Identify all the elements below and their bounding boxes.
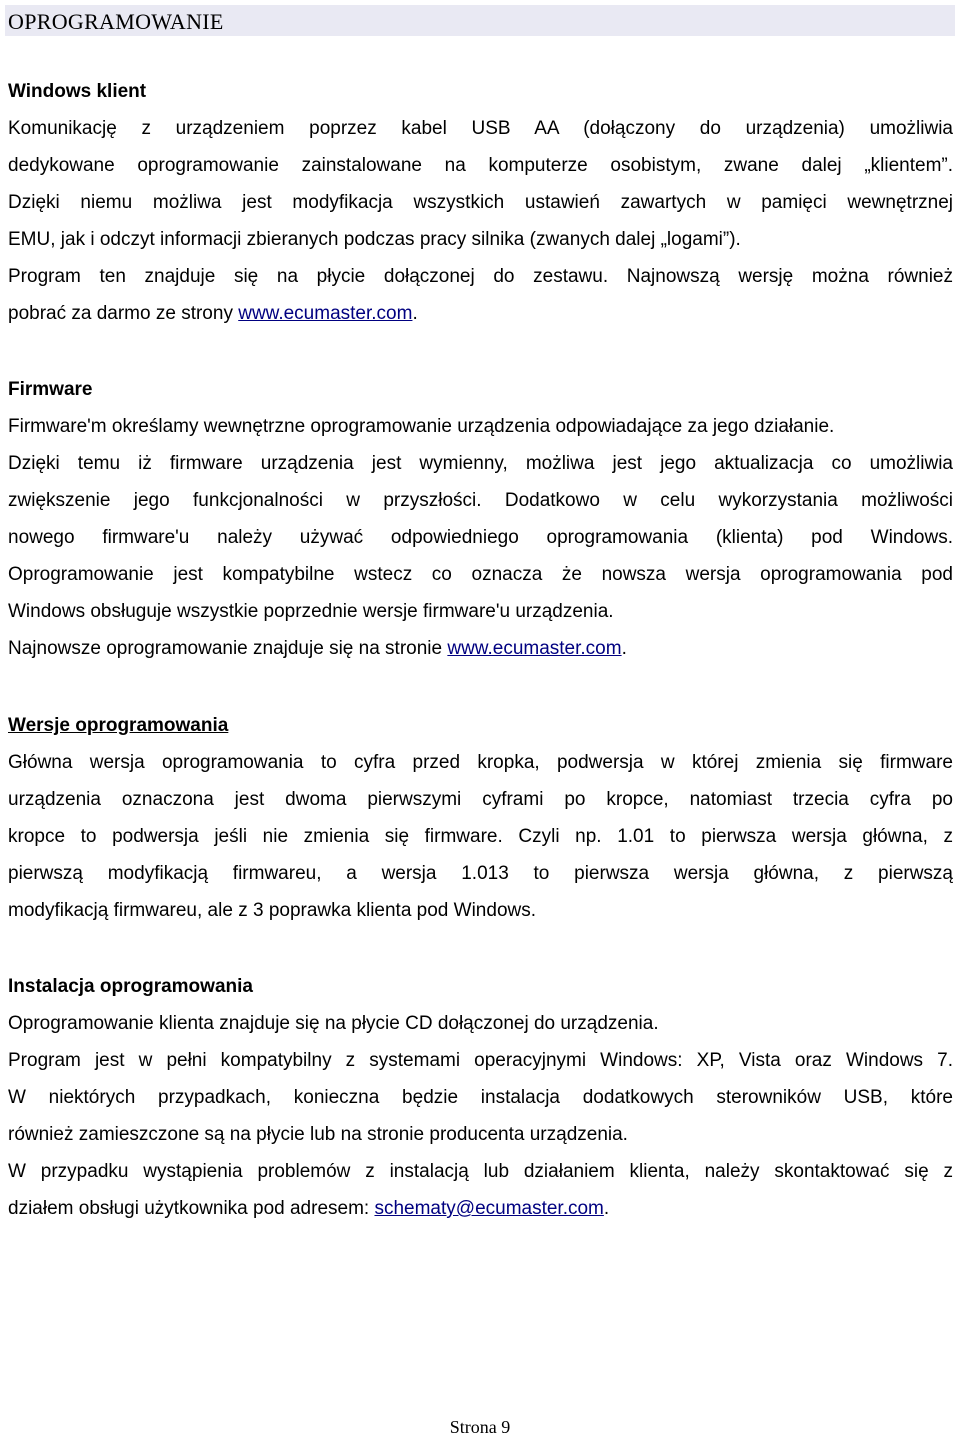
line-text: działem obsługi użytkownika pod adresem: bbox=[8, 1198, 375, 1219]
section-paragraph bbox=[8, 1005, 953, 1227]
paragraph-line: W przypadku wystąpienia problemów z instalacją lub działaniem klienta, należy skontaktować się z bbox=[8, 1161, 953, 1182]
paragraph-line: Oprogramowanie jest kompatybilne wstecz co oznacza że nowsza wersja oprogramowania pod bbox=[8, 564, 953, 585]
section-firmware bbox=[8, 371, 953, 667]
paragraph-line: kropce to podwersja jeśli nie zmienia się firmware. Czyli np. 1.01 to pierwsza wersja główna, z bbox=[8, 826, 953, 847]
paragraph-line: Dzięki niemu możliwa jest modyfikacja wszystkich ustawień zawartych w pamięci wewnętrznej bbox=[8, 192, 953, 213]
paragraph-line: dedykowane oprogramowanie zainstalowane na komputerze osobistym, zwane dalej „klientem”. bbox=[8, 155, 953, 176]
section-paragraph bbox=[8, 110, 953, 332]
line-text: Najnowsze oprogramowanie znajduje się na stronie bbox=[8, 638, 448, 659]
paragraph-line: Główna wersja oprogramowania to cyfra przed kropka, podwersja w której zmienia się firmware bbox=[8, 752, 953, 773]
paragraph-line: Dzięki temu iż firmware urządzenia jest wymienny, możliwa jest jego aktualizacja co umożliwia bbox=[8, 453, 953, 474]
section-wersje-oprogramowania bbox=[8, 707, 953, 929]
section-heading: Wersje oprogramowania bbox=[8, 715, 229, 736]
paragraph-line: pierwszą modyfikacją firmwareu, a wersja 1.013 to pierwsza wersja główna, z pierwszą bbox=[8, 863, 953, 884]
paragraph-line: Windows obsługuje wszystkie poprzednie wersje firmware'u urządzenia. bbox=[8, 601, 614, 622]
paragraph-line: urządzenia oznaczona jest dwoma pierwszymi cyframi po kropce, natomiast trzecia cyfra po bbox=[8, 789, 953, 810]
ecumaster-website-link[interactable]: www.ecumaster.com bbox=[238, 303, 413, 324]
page-number: Strona 9 bbox=[449, 1417, 511, 1437]
section-instalacja-oprogramowania bbox=[8, 968, 953, 1227]
line-text: . bbox=[621, 638, 627, 659]
section-heading: Firmware bbox=[8, 379, 93, 400]
paragraph-line: Komunikację z urządzeniem poprzez kabel USB AA (dołączony do urządzenia) umożliwia bbox=[8, 118, 953, 139]
page-header-bar bbox=[5, 5, 955, 36]
paragraph-line: Program ten znajduje się na płycie dołączonej do zestawu. Najnowszą wersję można również bbox=[8, 266, 953, 287]
paragraph-line: EMU, jak i odczyt informacji zbieranych podczas pracy silnika (zwanych dalej „logami”). bbox=[8, 229, 741, 250]
paragraph-line: zwiększenie jego funkcjonalności w przyszłości. Dodatkowo w celu wykorzystania możliwości bbox=[8, 490, 953, 511]
paragraph-line: W niektórych przypadkach, konieczna będzie instalacja dodatkowych sterowników USB, które bbox=[8, 1087, 953, 1108]
section-heading: Instalacja oprogramowania bbox=[8, 976, 253, 997]
paragraph-line-with-link bbox=[8, 630, 953, 667]
paragraph-line: Oprogramowanie klienta znajduje się na płycie CD dołączonej do urządzenia. bbox=[8, 1013, 659, 1034]
section-windows-klient bbox=[8, 73, 953, 332]
paragraph-line: również zamieszczone są na płycie lub na stronie producenta urządzenia. bbox=[8, 1124, 628, 1145]
line-text: . bbox=[412, 303, 418, 324]
ecumaster-website-link[interactable]: www.ecumaster.com bbox=[447, 638, 622, 659]
paragraph-line-with-link bbox=[8, 295, 953, 332]
section-heading: Windows klient bbox=[8, 81, 147, 102]
section-paragraph bbox=[8, 408, 953, 667]
paragraph-line-with-link bbox=[8, 1190, 953, 1227]
paragraph-line: Program jest w pełni kompatybilny z systemami operacyjnymi Windows: XP, Vista oraz Windows 7. bbox=[8, 1050, 953, 1071]
page-title: OPROGRAMOWANIE bbox=[8, 9, 224, 34]
line-text: . bbox=[603, 1198, 610, 1219]
paragraph-line: modyfikacją firmwareu, ale z 3 poprawka klienta pod Windows. bbox=[8, 900, 537, 921]
line-text: pobrać za darmo ze strony bbox=[8, 303, 239, 324]
support-email-link[interactable]: schematy@ecumaster.com bbox=[374, 1198, 604, 1219]
paragraph-line: Firmware'm określamy wewnętrzne oprogramowanie urządzenia odpowiadające za jego działanie. bbox=[8, 416, 835, 437]
section-paragraph bbox=[8, 744, 953, 929]
paragraph-line: nowego firmware'u należy używać odpowiedniego oprogramowania (klienta) pod Windows. bbox=[8, 527, 953, 548]
